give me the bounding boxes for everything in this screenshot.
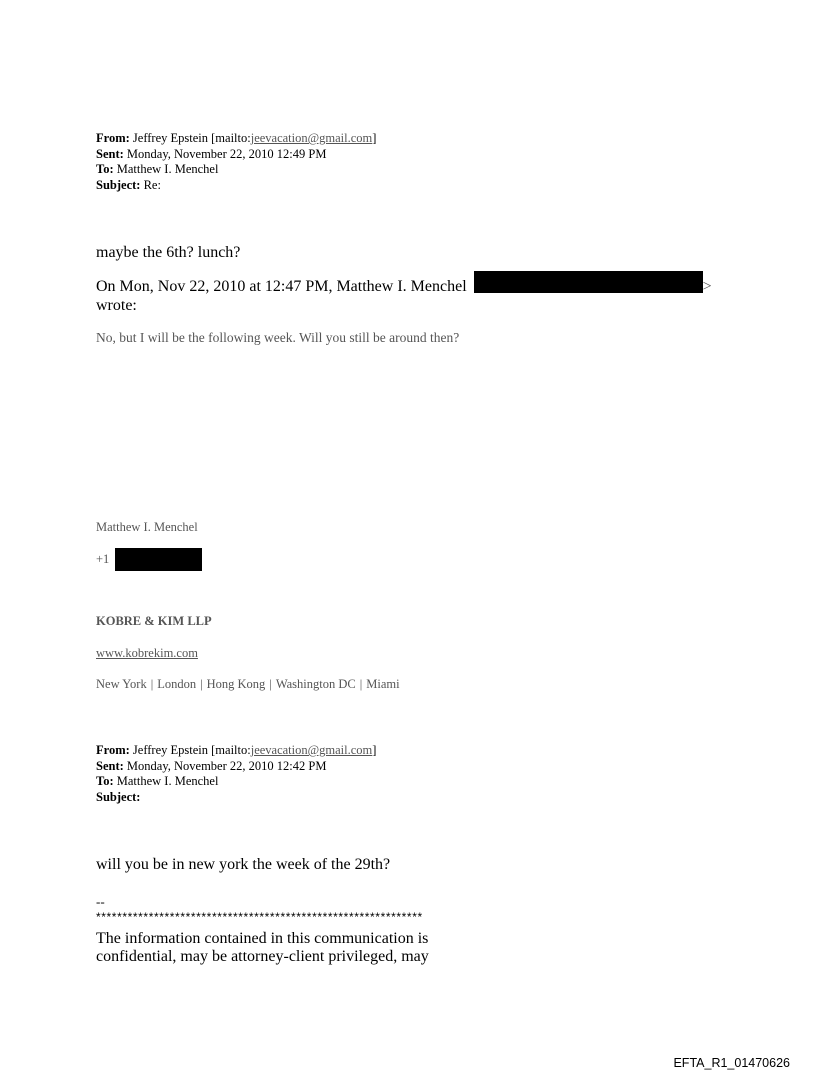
redaction-phone [115, 548, 202, 571]
sent-line: Sent: Monday, November 22, 2010 12:42 PM [96, 758, 327, 773]
redaction-email [474, 271, 703, 293]
to-line: To: Matthew I. Menchel [96, 162, 219, 176]
to-line: To: Matthew I. Menchel [96, 774, 219, 788]
office-list: New York | London | Hong Kong | Washington DC | Miami [96, 677, 400, 691]
email-header-2 [96, 743, 376, 805]
question-body: will you be in new york the week of the 29th? [96, 856, 391, 873]
signature-phone: +1 [96, 552, 110, 566]
reply-body: maybe the 6th? lunch? [96, 244, 241, 261]
quote-header: On Mon, Nov 22, 2010 at 12:47 PM, Matthew I. Menchel > [96, 278, 712, 295]
office-item: Miami [366, 677, 400, 691]
from-email-link[interactable]: jeevacation@gmail.com [250, 131, 373, 145]
office-item: Washington DC [275, 677, 356, 691]
quoted-text: No, but I will be the following week. Will you still be around then? [96, 330, 460, 345]
subject-line: Subject: Re: [96, 177, 161, 192]
office-item: Hong Kong [206, 677, 266, 691]
document-id: EFTA_R1_01470626 [673, 1056, 790, 1070]
office-item: London [157, 677, 197, 691]
signature-dash: -- [96, 894, 105, 909]
disclaimer-line-1: The information contained in this communication is [96, 930, 429, 947]
quote-wrote: wrote: [96, 297, 137, 314]
email-header-1 [96, 131, 376, 193]
firm-name: KOBRE & KIM LLP [96, 614, 212, 628]
firm-website-link[interactable]: www.kobrekim.com [96, 646, 198, 660]
from-email-link[interactable]: jeevacation@gmail.com [250, 743, 373, 757]
office-item: New York [96, 677, 147, 691]
disclaimer-line-2: confidential, may be attorney-client privileged, may [96, 948, 429, 965]
star-divider: ************************************************************** [96, 910, 423, 924]
signature-name: Matthew I. Menchel [96, 520, 198, 534]
subject-line: Subject: [96, 789, 141, 804]
from-line: From: Jeffrey Epstein [mailto:jeevacation@gmail.com] [96, 743, 377, 757]
sent-line: Sent: Monday, November 22, 2010 12:49 PM [96, 146, 327, 161]
from-line: From: Jeffrey Epstein [mailto:jeevacation@gmail.com] [96, 131, 377, 145]
